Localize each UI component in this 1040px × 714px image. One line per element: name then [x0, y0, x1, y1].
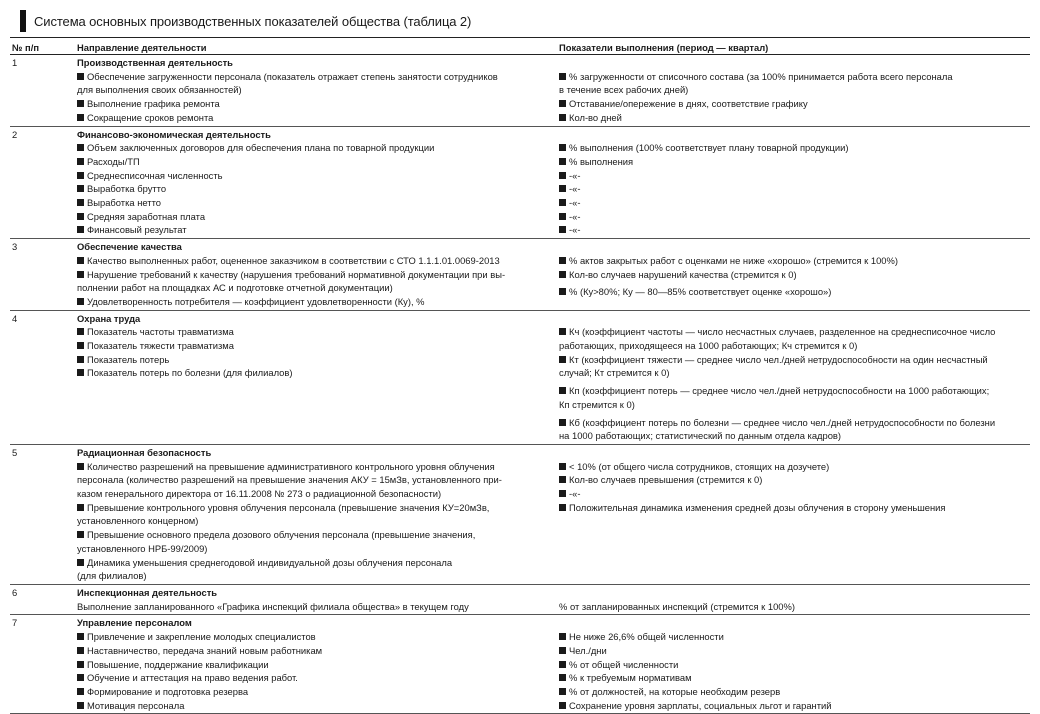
square-bullet-icon — [77, 702, 84, 709]
list-item-text: Средняя заработная плата — [87, 210, 206, 222]
section-title: Инспекционная деятельность — [77, 587, 218, 598]
square-bullet-icon — [559, 226, 566, 233]
list-item-text: Повышение, поддержание квалификации — [87, 658, 269, 670]
section-title: Производственная деятельность — [77, 57, 233, 68]
list-item — [77, 699, 541, 713]
table-row — [10, 310, 1030, 444]
list-item-text: полнении работ на площадках АС и подготовке отчетной документации) — [77, 282, 393, 294]
square-bullet-icon — [559, 702, 566, 709]
square-bullet-icon — [77, 144, 84, 151]
square-bullet-icon — [77, 213, 84, 220]
list-item-text: Динамика уменьшения среднегодовой индивидуальной дозы облучения персонала — [87, 556, 453, 568]
table-row — [10, 55, 1030, 127]
square-bullet-icon — [77, 114, 84, 121]
section-title: Охрана труда — [77, 312, 141, 324]
square-bullet-icon — [77, 185, 84, 192]
list-item-continuation — [77, 487, 541, 501]
list-item-text: Выполнение графика ремонта — [87, 98, 220, 110]
list-item-continuation — [559, 398, 1022, 412]
list-item — [559, 630, 1022, 644]
header-num: № п/п — [10, 38, 67, 55]
square-bullet-icon — [77, 633, 84, 640]
table-body — [10, 55, 1030, 714]
section-title: Финансово-экономическая деятельность — [77, 128, 271, 140]
list-item — [559, 97, 1022, 111]
list-item — [559, 196, 1022, 210]
row-number: 3 — [10, 239, 67, 311]
list-item-text: работающих, приходящееся на 1000 работающих; Кч стремится к 0) — [559, 340, 858, 352]
list-item-continuation — [77, 569, 541, 583]
list-item-text: Обучение и аттестация на право ведения работ. — [87, 672, 298, 684]
list-item — [559, 182, 1022, 196]
list-item — [559, 644, 1022, 658]
list-item-text: % выполнения — [569, 155, 634, 167]
direction-cell — [67, 55, 549, 127]
list-item — [77, 182, 541, 196]
table-row — [10, 239, 1030, 311]
list-item — [77, 366, 541, 380]
square-bullet-icon — [559, 647, 566, 654]
list-item-text: % к требуемым нормативам — [569, 672, 692, 684]
square-bullet-icon — [77, 298, 84, 305]
list-item — [77, 268, 541, 282]
list-item — [559, 223, 1022, 237]
square-bullet-icon — [77, 463, 84, 470]
list-item-continuation — [77, 473, 541, 487]
square-bullet-icon — [77, 226, 84, 233]
list-item-continuation — [559, 83, 1022, 97]
table-row — [10, 126, 1030, 239]
row-number: 4 — [10, 310, 67, 444]
list-item-continuation — [77, 514, 541, 528]
list-item-text: Нарушение требований к качеству (нарушения требований нормативной документации при вы- — [87, 268, 506, 280]
section-title: Обеспечение качества — [77, 241, 182, 253]
row-number: 6 — [10, 585, 67, 615]
list-item-text: для выполнения своих обязанностей) — [77, 84, 242, 96]
list-item — [77, 556, 541, 570]
list-item — [559, 268, 1022, 282]
list-item — [559, 254, 1022, 268]
list-item — [77, 169, 541, 183]
square-bullet-icon — [559, 463, 566, 470]
square-bullet-icon — [559, 633, 566, 640]
square-bullet-icon — [77, 369, 84, 376]
row-number: 7 — [10, 615, 67, 714]
list-item — [559, 460, 1022, 474]
list-item-text: Кб (коэффициент потерь по болезни — среднее число чел./дней нетрудоспособности по болезни — [569, 416, 996, 428]
list-item-text: казом генерального директора от 16.11.2008 № 273 о радиационной безопасности) — [77, 488, 442, 500]
list-item-continuation — [559, 429, 1022, 443]
list-item-text: % от общей численности — [569, 658, 679, 670]
direction-cell — [67, 444, 549, 584]
list-item-continuation — [559, 339, 1022, 353]
list-item — [559, 501, 1022, 515]
square-bullet-icon — [77, 100, 84, 107]
list-item — [77, 111, 541, 125]
indicators-cell — [549, 239, 1030, 311]
square-bullet-icon — [559, 490, 566, 497]
square-bullet-icon — [559, 419, 566, 426]
list-item-text: % загруженности от списочного состава (за 100% принимается работа всего персонала — [569, 70, 953, 82]
square-bullet-icon — [559, 73, 566, 80]
square-bullet-icon — [559, 199, 566, 206]
list-item-text: Показатель потерь по болезни (для филиалов) — [87, 367, 293, 379]
list-item-text: Наставничество, передача знаний новым работникам — [87, 644, 323, 656]
list-item-text: -«- — [569, 488, 581, 500]
list-item-text: Показатель тяжести травматизма — [87, 340, 234, 352]
list-item — [77, 97, 541, 111]
list-item-text: Кол-во случаев превышения (стремится к 0) — [569, 474, 763, 486]
direction-cell — [67, 615, 549, 714]
table-title-main: Система основных производственных показателей общества — [34, 13, 400, 29]
list-item-text: Количество разрешений на превышение административного контрольного уровня облучения — [87, 460, 495, 472]
list-item-text: Превышение контрольного уровня облучения персонала (превышение значения КУ=20мЗв, — [87, 501, 490, 513]
direction-cell — [67, 310, 549, 444]
list-item-text: Чел./дни — [569, 644, 607, 656]
square-bullet-icon — [559, 213, 566, 220]
square-bullet-icon — [559, 257, 566, 264]
table-row — [10, 585, 1030, 615]
list-item-text: Выработка брутто — [87, 183, 167, 195]
list-item-text: Кп стремится к 0) — [559, 398, 635, 410]
square-bullet-icon — [77, 674, 84, 681]
square-bullet-icon — [559, 271, 566, 278]
list-item-text: -«- — [569, 224, 581, 236]
square-bullet-icon — [559, 328, 566, 335]
square-bullet-icon — [77, 199, 84, 206]
list-item — [559, 210, 1022, 224]
indicators-table — [10, 37, 1030, 714]
list-item-text: Положительная динамика изменения средней дозы облучения в сторону уменьшения — [569, 501, 946, 513]
header-indicators: Показатели выполнения (период — квартал) — [549, 38, 1030, 55]
square-bullet-icon — [77, 73, 84, 80]
list-item-text: Объем заключенных договоров для обеспечения плана по товарной продукции — [87, 142, 435, 154]
list-item-text: Кп (коэффициент потерь — среднее число чел./дней нетрудоспособности на 1000 работающих; — [569, 385, 990, 397]
list-item — [559, 487, 1022, 501]
list-item-text: установленного НРБ-99/2009) — [77, 542, 208, 554]
list-item — [559, 473, 1022, 487]
section-title: Радиационная безопасность — [77, 446, 212, 458]
list-item — [77, 658, 541, 672]
list-item — [77, 223, 541, 237]
list-item-text: Сокращение сроков ремонта — [87, 111, 214, 123]
list-item — [77, 210, 541, 224]
list-item-text: Показатель частоты травматизма — [87, 326, 234, 338]
square-bullet-icon — [77, 531, 84, 538]
list-item — [559, 671, 1022, 685]
list-item — [559, 384, 1022, 398]
square-bullet-icon — [559, 172, 566, 179]
list-item — [77, 501, 541, 515]
list-item — [559, 699, 1022, 713]
square-bullet-icon — [559, 288, 566, 295]
list-item-text: Удовлетворенность потребителя — коэффициент удовлетворенности (Ку), % — [87, 295, 425, 307]
square-bullet-icon — [77, 356, 84, 363]
indicators-cell — [549, 310, 1030, 444]
square-bullet-icon — [559, 158, 566, 165]
list-item-text: Кол-во дней — [569, 111, 622, 123]
square-bullet-icon — [559, 674, 566, 681]
square-bullet-icon — [559, 356, 566, 363]
list-item — [77, 671, 541, 685]
plain-indicator: % от запланированных инспекций (стремится к 100%) — [559, 600, 795, 612]
list-item-continuation — [77, 542, 541, 556]
table-row — [10, 444, 1030, 584]
list-item-text: -«- — [569, 183, 581, 195]
list-item — [77, 325, 541, 339]
square-bullet-icon — [559, 144, 566, 151]
list-item-text: случай; Кт стремится к 0) — [559, 367, 670, 379]
row-number: 1 — [10, 55, 67, 127]
list-item-text: Кч (коэффициент частоты — число несчастных случаев, разделенное на среднесписочное число — [569, 326, 996, 338]
list-item — [559, 155, 1022, 169]
list-item — [77, 141, 541, 155]
square-bullet-icon — [77, 647, 84, 654]
list-item — [559, 141, 1022, 155]
square-bullet-icon — [559, 387, 566, 394]
list-item — [77, 460, 541, 474]
square-bullet-icon — [559, 185, 566, 192]
list-item-text: Кт (коэффициент тяжести — среднее число чел./дней нетрудоспособности на один несчастный — [569, 353, 988, 365]
list-item — [77, 644, 541, 658]
direction-cell — [67, 239, 549, 311]
square-bullet-icon — [77, 559, 84, 566]
list-item-text: Финансовый результат — [87, 224, 187, 236]
square-bullet-icon — [77, 158, 84, 165]
square-bullet-icon — [77, 257, 84, 264]
table-caption — [10, 10, 1040, 32]
list-item — [559, 169, 1022, 183]
square-bullet-icon — [559, 100, 566, 107]
square-bullet-icon — [77, 342, 84, 349]
square-bullet-icon — [559, 114, 566, 121]
list-item-text: < 10% (от общего числа сотрудников, стоящих на дозучете) — [569, 460, 830, 472]
list-item — [559, 353, 1022, 367]
list-item-text: Среднесписочная численность — [87, 169, 223, 181]
caption-marker — [20, 10, 26, 32]
list-item — [77, 295, 541, 309]
list-item-text: персонала (количество разрешений на превышение значения АКУ = 15мЗв, установленного при- — [77, 474, 502, 486]
list-item — [559, 70, 1022, 84]
square-bullet-icon — [77, 504, 84, 511]
indicators-cell — [549, 444, 1030, 584]
list-item — [559, 285, 1022, 299]
row-number: 5 — [10, 444, 67, 584]
table-title-sub: (таблица 2) — [399, 13, 472, 29]
document-page — [10, 0, 1040, 714]
list-item-text: на 1000 работающих; статистический по данным отдела кадров) — [559, 430, 842, 442]
square-bullet-icon — [559, 476, 566, 483]
square-bullet-icon — [77, 328, 84, 335]
list-item — [559, 325, 1022, 339]
table-row — [10, 615, 1030, 714]
list-item-text: Формирование и подготовка резерва — [87, 685, 249, 697]
square-bullet-icon — [559, 688, 566, 695]
list-item-text: Отставание/опережение в днях, соответствие графику — [569, 98, 808, 110]
list-item-text: Мотивация персонала — [87, 699, 185, 711]
list-item — [77, 528, 541, 542]
list-item-text: % выполнения (100% соответствует плану товарной продукции) — [569, 142, 849, 154]
direction-cell — [67, 126, 549, 239]
plain-direction: Выполнение запланированного «Графика инспекций филиала общества» в текущем году — [77, 600, 469, 612]
list-item — [77, 155, 541, 169]
list-item — [77, 196, 541, 210]
list-item-text: Показатель потерь — [87, 353, 170, 365]
square-bullet-icon — [77, 271, 84, 278]
list-item-continuation — [77, 83, 541, 97]
list-item-continuation — [77, 281, 541, 295]
table-title — [34, 14, 471, 29]
list-item — [77, 254, 541, 268]
list-item-text: в течение всех рабочих дней) — [559, 84, 689, 96]
header-direction: Направление деятельности — [67, 38, 549, 55]
list-item-text: % актов закрытых работ с оценками не ниже «хорошо» (стремится к 100%) — [569, 254, 898, 266]
table-header-row — [10, 38, 1030, 55]
direction-cell — [67, 585, 549, 615]
square-bullet-icon — [77, 172, 84, 179]
list-item-text: Превышение основного предела дозового облучения персонала (превышение значения, — [87, 529, 476, 541]
list-item-text: -«- — [569, 210, 581, 222]
list-item — [559, 111, 1022, 125]
list-item-text: Обеспечение загруженности персонала (показатель отражает степень занятости сотрудников — [87, 70, 498, 82]
list-item-continuation — [559, 366, 1022, 380]
square-bullet-icon — [559, 661, 566, 668]
list-item-text: -«- — [569, 169, 581, 181]
list-item-text: Сохранение уровня зарплаты, социальных льгот и гарантий — [569, 699, 832, 711]
list-item-text: установленного концерном) — [77, 515, 199, 527]
list-item — [77, 630, 541, 644]
list-item — [77, 339, 541, 353]
square-bullet-icon — [559, 504, 566, 511]
list-item-text: Привлечение и закрепление молодых специалистов — [87, 631, 316, 643]
list-item — [559, 416, 1022, 430]
list-item-text: Кол-во случаев нарушений качества (стремится к 0) — [569, 268, 797, 280]
list-item-text: (для филиалов) — [77, 570, 147, 582]
indicators-cell — [549, 585, 1030, 615]
square-bullet-icon — [77, 688, 84, 695]
list-item — [77, 70, 541, 84]
list-item — [559, 658, 1022, 672]
list-item-text: Качество выполненных работ, оцененное заказчиком в соответствии с СТО 1.1.1.01.0069-2013 — [87, 254, 500, 266]
list-item-text: Не ниже 26,6% общей численности — [569, 631, 724, 643]
indicators-cell — [549, 55, 1030, 127]
list-item-text: % (Ку>80%; Ку — 80—85% соответствует оценке «хорошо») — [569, 286, 832, 298]
indicators-cell — [549, 615, 1030, 714]
row-number: 2 — [10, 126, 67, 239]
indicators-cell — [549, 126, 1030, 239]
list-item-text: -«- — [569, 197, 581, 209]
list-item-text: Расходы/ТП — [87, 155, 140, 167]
list-item — [77, 353, 541, 367]
list-item-text: % от должностей, на которые необходим резерв — [569, 685, 781, 697]
square-bullet-icon — [77, 661, 84, 668]
list-item-text: Выработка нетто — [87, 197, 161, 209]
section-title: Управление персоналом — [77, 617, 192, 629]
